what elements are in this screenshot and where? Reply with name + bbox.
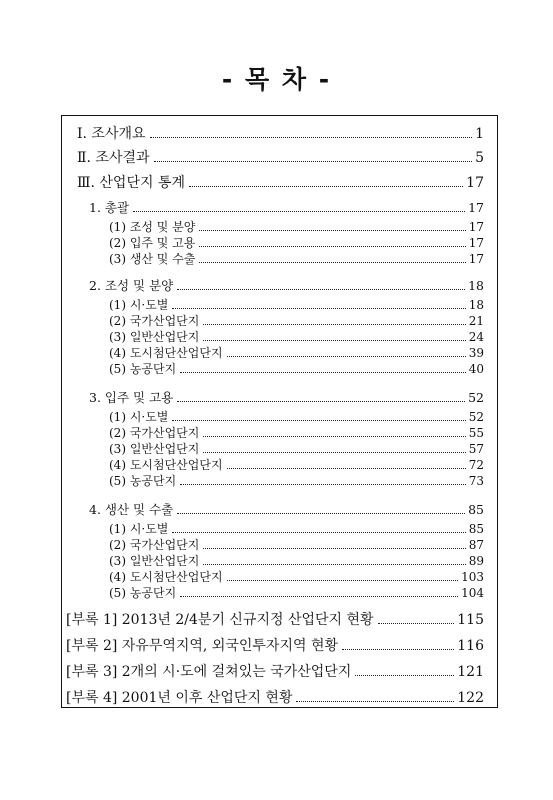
toc-appendix-label: [부록 3] 2개의 시·도에 걸쳐있는 국가산업단지 [66, 664, 352, 680]
toc-item-page: 55 [468, 426, 484, 440]
toc-item-page: 104 [461, 586, 484, 600]
dot-leader [154, 161, 473, 162]
toc-item [109, 584, 484, 601]
toc-item-label: (3) 일반산업단지 [109, 330, 200, 344]
dot-leader [203, 452, 465, 453]
dot-leader [203, 564, 465, 565]
dot-leader [177, 401, 465, 402]
toc-item [109, 296, 484, 313]
toc-section [89, 198, 484, 216]
toc-item-label: (1) 시·도별 [109, 298, 169, 312]
toc-item-page: 89 [468, 554, 484, 568]
toc-item-page: 85 [468, 522, 484, 536]
dot-leader [172, 308, 465, 309]
toc-chapter-page: 1 [475, 126, 484, 142]
toc-item-label: (2) 국가산업단지 [109, 426, 200, 440]
toc-item-label: (4) 도시첨단산업단지 [109, 346, 223, 360]
toc-item-page: 57 [468, 442, 484, 456]
toc-appendix-page: 121 [457, 664, 484, 680]
toc-item-label: (1) 시·도별 [109, 522, 169, 536]
toc-section [89, 276, 484, 294]
toc-chapter [77, 123, 484, 143]
dot-leader [203, 548, 465, 549]
toc-item-page: 72 [468, 458, 484, 472]
toc-appendix-label: [부록 4] 2001년 이후 산업단지 현황 [66, 690, 293, 706]
toc-item-page: 40 [468, 362, 484, 376]
toc-appendix-page: 115 [457, 612, 484, 628]
toc-chapter-page: 17 [466, 175, 484, 191]
toc-item-page: 17 [468, 252, 484, 266]
toc-item [109, 440, 484, 457]
toc-section-page: 18 [468, 278, 484, 293]
dot-leader [180, 596, 458, 597]
dot-leader [177, 289, 465, 290]
toc-section-label: 1. 총괄 [89, 200, 130, 215]
dot-leader [378, 623, 455, 624]
toc-item [109, 536, 484, 553]
toc-item-label: (5) 농공단지 [109, 586, 177, 600]
toc-appendix [66, 635, 484, 655]
toc-item [109, 424, 484, 441]
toc-item [109, 312, 484, 329]
dot-leader [227, 356, 466, 357]
toc-chapter-label: Ⅱ. 조사결과 [77, 150, 150, 166]
toc-item-label: (2) 입주 및 고용 [109, 236, 196, 250]
dot-leader [296, 701, 454, 702]
toc-item [109, 218, 484, 235]
toc-item [109, 520, 484, 537]
toc-item-label: (2) 국가산업단지 [109, 314, 200, 328]
toc-section-label: 4. 생산 및 수출 [89, 502, 174, 517]
dot-leader [203, 340, 465, 341]
dot-leader [199, 230, 465, 231]
toc-item [109, 328, 484, 345]
toc-appendix [66, 687, 484, 707]
toc-item-label: (3) 일반산업단지 [109, 554, 200, 568]
dot-leader [199, 246, 465, 247]
toc-item-page: 73 [468, 474, 484, 488]
toc-section-page: 52 [468, 390, 484, 405]
toc-item-label: (5) 농공단지 [109, 362, 177, 376]
toc-item-page: 103 [461, 570, 484, 584]
toc-section-label: 3. 입주 및 고용 [89, 390, 174, 405]
toc-item [109, 250, 484, 267]
dot-leader [189, 186, 463, 187]
toc-appendix [66, 661, 484, 681]
toc-appendix-page: 122 [457, 690, 484, 706]
toc-appendix-page: 116 [457, 638, 484, 654]
toc-appendix [66, 609, 484, 629]
toc-item-page: 52 [468, 410, 484, 424]
toc-item-page: 24 [468, 330, 484, 344]
toc-section-page: 85 [468, 502, 484, 517]
toc-item-label: (2) 국가산업단지 [109, 538, 200, 552]
toc-item-page: 39 [468, 346, 484, 360]
toc-item [109, 568, 484, 585]
toc-item-label: (4) 도시첨단산업단지 [109, 458, 223, 472]
toc-section-page: 17 [468, 200, 484, 215]
dot-leader [177, 513, 465, 514]
dot-leader [203, 436, 465, 437]
toc-item [109, 456, 484, 473]
toc-item-label: (4) 도시첨단산업단지 [109, 570, 223, 584]
toc-item [109, 552, 484, 569]
page-title: - 목 차 - [221, 65, 332, 94]
toc-item [109, 344, 484, 361]
toc-item-page: 17 [468, 236, 484, 250]
dot-leader [180, 484, 466, 485]
dot-leader [150, 137, 473, 138]
dot-leader [180, 372, 466, 373]
toc-section [89, 500, 484, 518]
toc-item-page: 17 [468, 220, 484, 234]
toc-item-label: (1) 조성 및 분양 [109, 220, 196, 234]
toc-chapter-label: Ⅲ. 산업단지 통계 [77, 175, 185, 191]
toc-chapter [77, 172, 484, 192]
toc-item-page: 87 [468, 538, 484, 552]
toc-chapter-label: Ⅰ. 조사개요 [77, 126, 146, 142]
toc-item-page: 21 [468, 314, 484, 328]
toc-item-label: (3) 일반산업단지 [109, 442, 200, 456]
toc-item-label: (1) 시·도별 [109, 410, 169, 424]
dot-leader [172, 532, 465, 533]
toc-item [109, 234, 484, 251]
dot-leader [133, 211, 465, 212]
toc-item-label: (3) 생산 및 수출 [109, 252, 196, 266]
dot-leader [342, 649, 454, 650]
toc-item [109, 472, 484, 489]
toc-item-page: 18 [468, 298, 484, 312]
dot-leader [355, 675, 454, 676]
dot-leader [227, 580, 459, 581]
dot-leader [172, 420, 465, 421]
dot-leader [227, 468, 466, 469]
toc-appendix-label: [부록 2] 자유무역지역, 외국인투자지역 현황 [66, 638, 338, 654]
toc-appendix-label: [부록 1] 2013년 2/4분기 신규지정 산업단지 현황 [66, 612, 374, 628]
toc-section [89, 388, 484, 406]
toc-chapter-page: 5 [475, 150, 484, 166]
toc-item [109, 408, 484, 425]
dot-leader [203, 324, 465, 325]
toc-item-label: (5) 농공단지 [109, 474, 177, 488]
toc-chapter [77, 147, 484, 167]
toc-item [109, 360, 484, 377]
dot-leader [199, 262, 465, 263]
toc-section-label: 2. 조성 및 분양 [89, 278, 174, 293]
